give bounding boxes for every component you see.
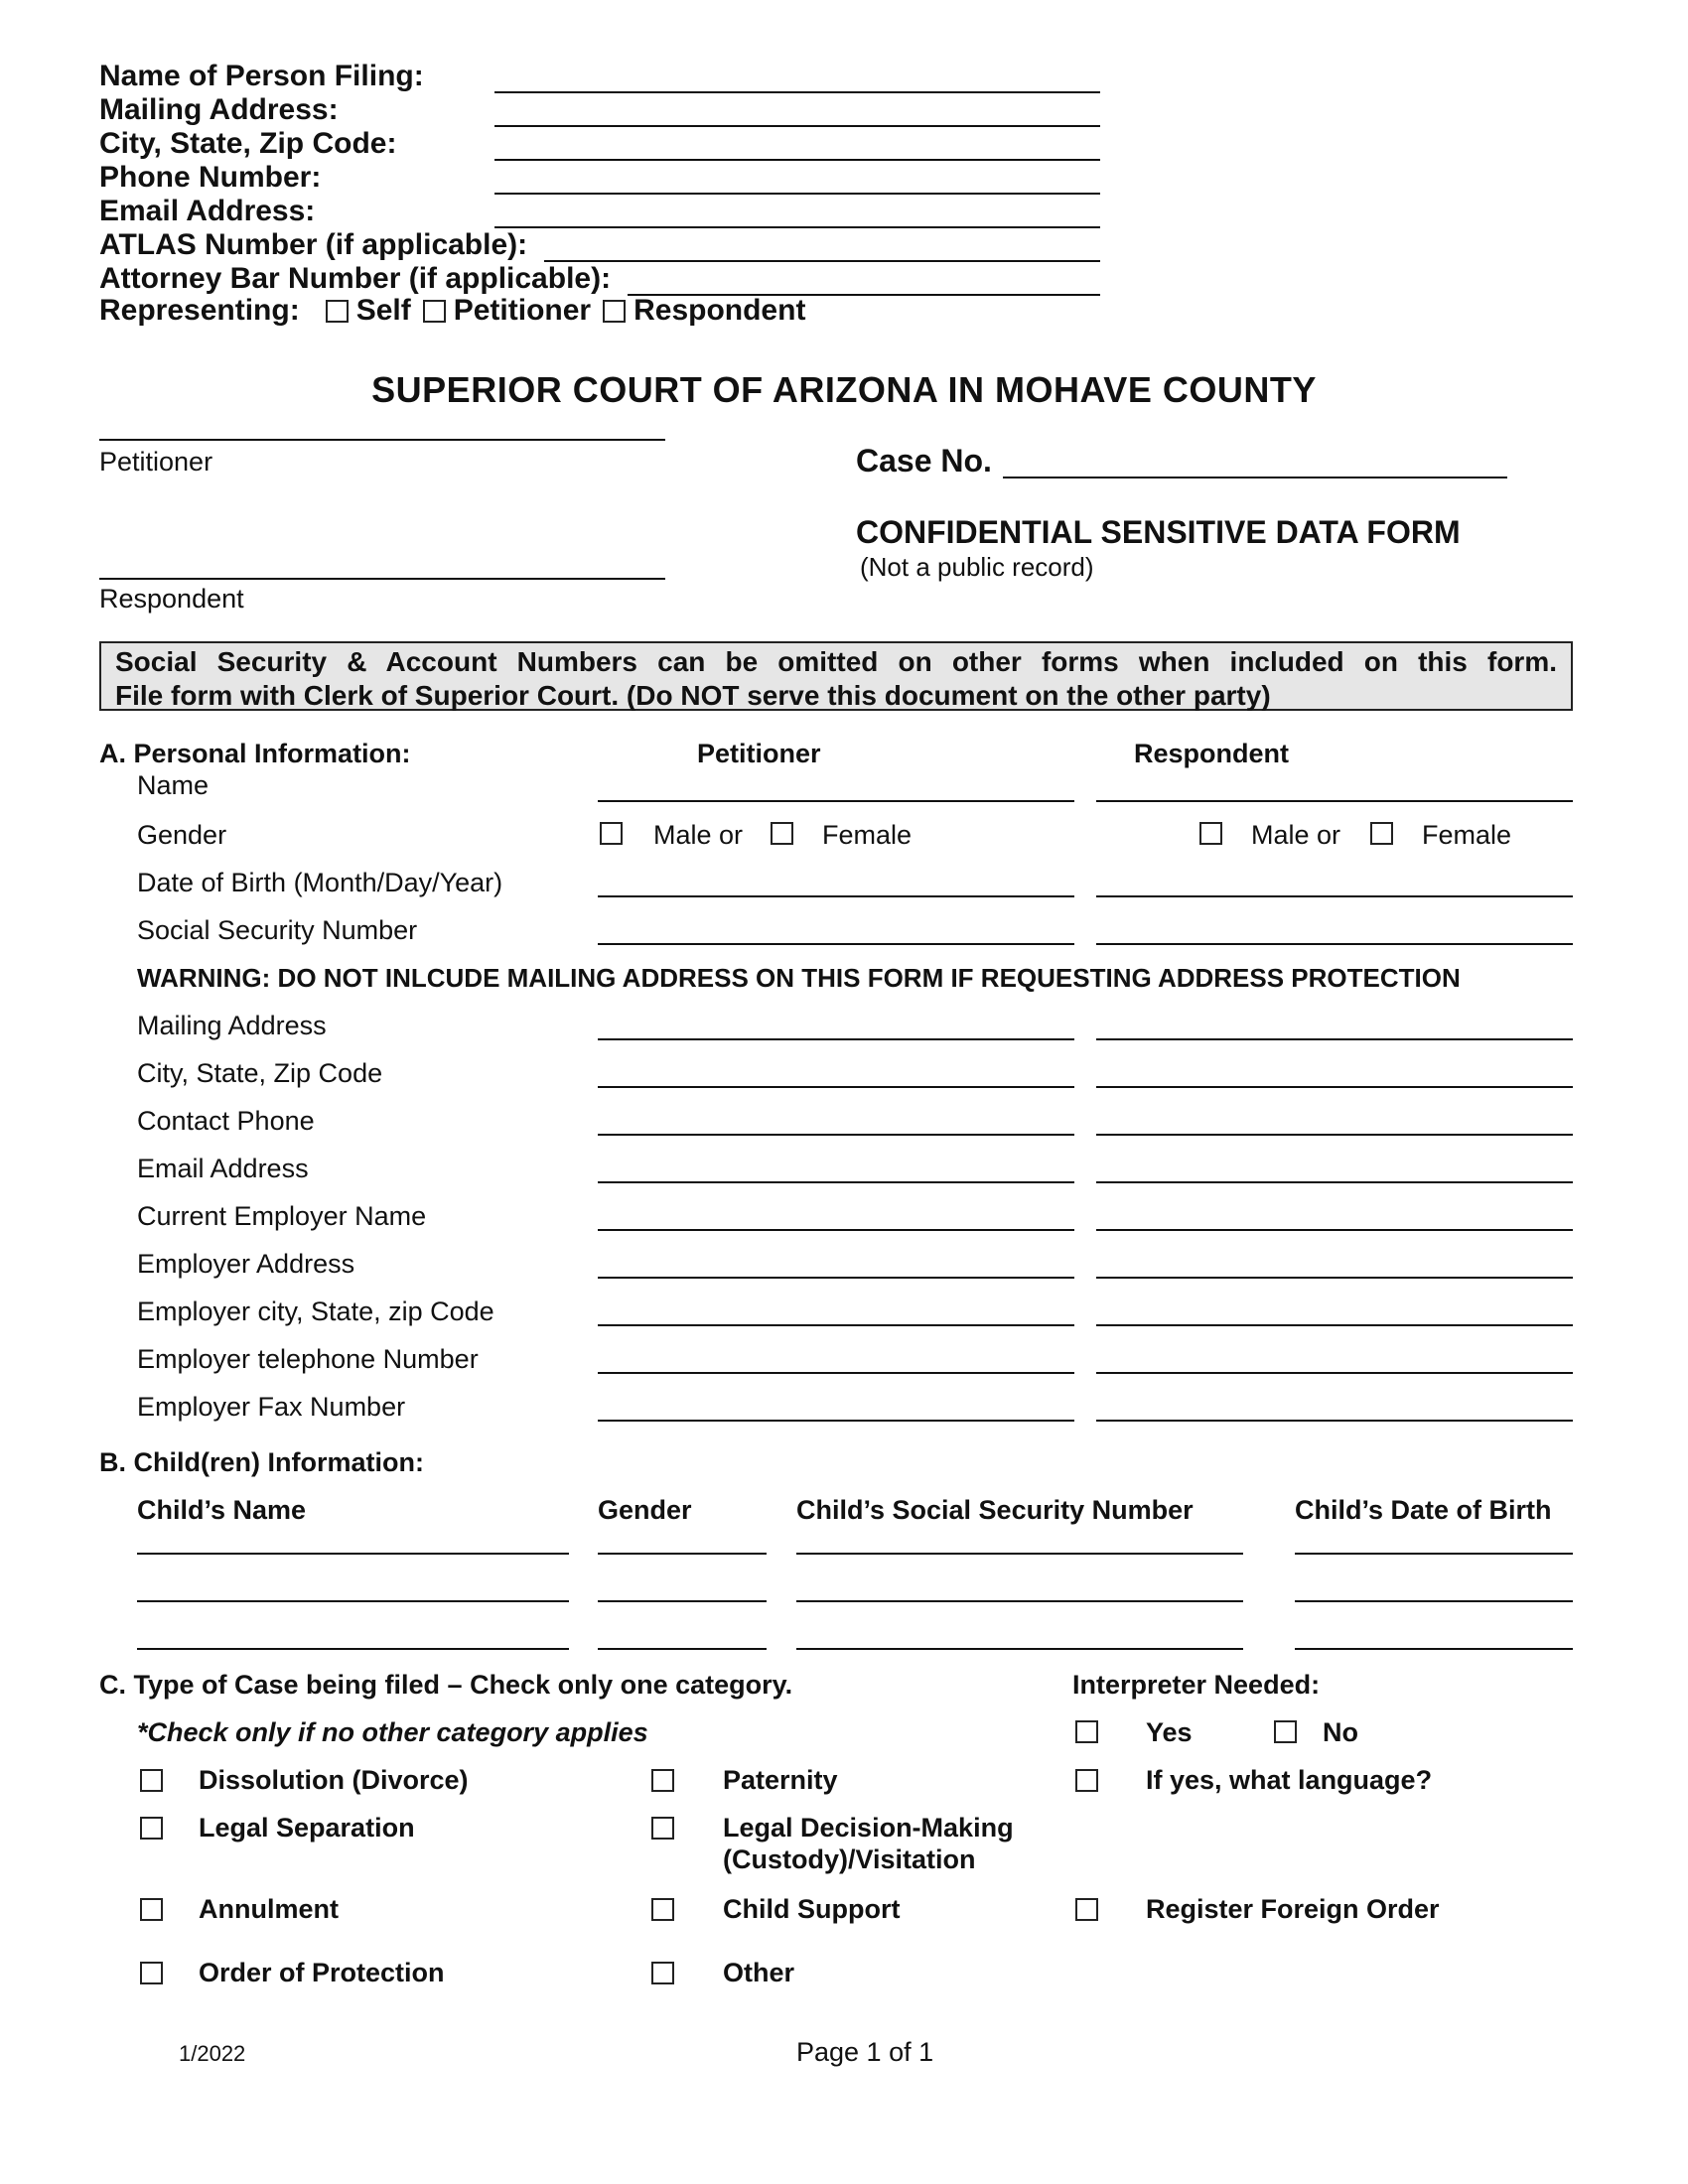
name-of-person-filing-field[interactable] xyxy=(494,91,1100,93)
petitioner-checkbox[interactable] xyxy=(423,300,446,323)
self-option-label: Self xyxy=(355,294,411,327)
child-2-name-input[interactable] xyxy=(137,1600,569,1602)
city-row-label: City, State, Zip Code xyxy=(137,1058,383,1088)
petitioner-female-label: Female xyxy=(822,820,913,850)
email-address-field[interactable] xyxy=(494,226,1100,228)
interpreter-yes-label: Yes xyxy=(1146,1717,1193,1747)
respondent-female-checkbox[interactable] xyxy=(1370,822,1393,845)
mailing-address-row-label: Mailing Address xyxy=(137,1011,327,1040)
contact-phone-label: Contact Phone xyxy=(137,1106,315,1136)
respondent-column-header: Respondent xyxy=(1134,739,1290,768)
respondent-employer-fax-input[interactable] xyxy=(1096,1420,1573,1422)
foreign-order-label: Register Foreign Order xyxy=(1146,1894,1440,1924)
petitioner-caption: Petitioner xyxy=(99,447,213,477)
employer-name-label: Current Employer Name xyxy=(137,1201,427,1231)
foreign-order-checkbox[interactable] xyxy=(1075,1898,1098,1921)
petitioner-male-checkbox[interactable] xyxy=(600,822,623,845)
legal-separation-checkbox[interactable] xyxy=(140,1817,163,1840)
petitioner-phone-input[interactable] xyxy=(598,1134,1074,1136)
respondent-ssn-input[interactable] xyxy=(1096,943,1573,945)
respondent-phone-input[interactable] xyxy=(1096,1134,1573,1136)
respondent-employer-city-input[interactable] xyxy=(1096,1324,1573,1326)
legal-separation-label: Legal Separation xyxy=(199,1813,415,1843)
petitioner-female-checkbox[interactable] xyxy=(771,822,793,845)
petitioner-name-input[interactable] xyxy=(598,800,1074,802)
case-number-label: Case No. xyxy=(856,443,992,478)
child-support-checkbox[interactable] xyxy=(651,1898,674,1921)
city-state-zip-field[interactable] xyxy=(494,159,1100,161)
language-checkbox[interactable] xyxy=(1075,1769,1098,1792)
respondent-mailing-input[interactable] xyxy=(1096,1038,1573,1040)
self-checkbox[interactable] xyxy=(326,300,349,323)
child-2-ssn-input[interactable] xyxy=(796,1600,1243,1602)
child-2-dob-input[interactable] xyxy=(1295,1600,1573,1602)
court-title: SUPERIOR COURT OF ARIZONA IN MOHAVE COUNTY xyxy=(371,369,1317,410)
dob-label: Date of Birth (Month/Day/Year) xyxy=(137,868,503,897)
representing-row xyxy=(99,294,805,328)
respondent-city-input[interactable] xyxy=(1096,1086,1573,1088)
other-label: Other xyxy=(723,1958,795,1987)
mailing-address-field[interactable] xyxy=(494,125,1100,127)
dissolution-label: Dissolution (Divorce) xyxy=(199,1765,469,1795)
petitioner-city-input[interactable] xyxy=(598,1086,1074,1088)
respondent-employer-phone-input[interactable] xyxy=(1096,1372,1573,1374)
mailing-address-label: Mailing Address: xyxy=(99,93,339,126)
section-c-heading: C. Type of Case being filed – Check only one category. xyxy=(99,1670,793,1700)
respondent-name-field[interactable] xyxy=(99,578,665,580)
child-support-label: Child Support xyxy=(723,1894,901,1924)
page-number: Page 1 of 1 xyxy=(796,2037,934,2067)
petitioner-name-field[interactable] xyxy=(99,439,665,441)
respondent-email-input[interactable] xyxy=(1096,1181,1573,1183)
phone-number-field[interactable] xyxy=(494,193,1100,195)
child-1-gender-input[interactable] xyxy=(598,1553,767,1555)
order-of-protection-checkbox[interactable] xyxy=(140,1962,163,1984)
respondent-dob-input[interactable] xyxy=(1096,895,1573,897)
language-label: If yes, what language? xyxy=(1146,1765,1433,1795)
attorney-bar-number-label: Attorney Bar Number (if applicable): xyxy=(99,262,612,295)
respondent-employer-input[interactable] xyxy=(1096,1229,1573,1231)
petitioner-employer-address-input[interactable] xyxy=(598,1277,1074,1279)
child-1-name-input[interactable] xyxy=(137,1553,569,1555)
name-of-person-filing-label: Name of Person Filing: xyxy=(99,60,424,92)
respondent-option-label: Respondent xyxy=(633,294,806,327)
respondent-male-checkbox[interactable] xyxy=(1199,822,1222,845)
child-1-dob-input[interactable] xyxy=(1295,1553,1573,1555)
representing-label: Representing: xyxy=(99,294,300,327)
petitioner-ssn-input[interactable] xyxy=(598,943,1074,945)
legal-decision-label: Legal Decision-Making xyxy=(723,1813,1014,1843)
employer-phone-label: Employer telephone Number xyxy=(137,1344,479,1374)
revision-date: 1/2022 xyxy=(179,2041,246,2066)
petitioner-male-label: Male or xyxy=(653,820,744,850)
other-checkbox[interactable] xyxy=(651,1962,674,1984)
section-b-heading: B. Child(ren) Information: xyxy=(99,1447,424,1477)
annulment-checkbox[interactable] xyxy=(140,1898,163,1921)
gender-label: Gender xyxy=(137,820,227,850)
child-ssn-header: Child’s Social Security Number xyxy=(796,1495,1194,1525)
respondent-name-input[interactable] xyxy=(1096,800,1573,802)
ssn-label: Social Security Number xyxy=(137,915,418,945)
order-of-protection-label: Order of Protection xyxy=(199,1958,445,1987)
email-row-label: Email Address xyxy=(137,1154,309,1183)
city-state-zip-label: City, State, Zip Code: xyxy=(99,127,397,160)
annulment-label: Annulment xyxy=(199,1894,339,1924)
petitioner-option-label: Petitioner xyxy=(453,294,592,327)
employer-city-label: Employer city, State, zip Code xyxy=(137,1297,494,1326)
notice-line-1: Social Security & Account Numbers can be omitted on other forms when included on this form. xyxy=(115,646,1557,677)
petitioner-column-header: Petitioner xyxy=(697,739,821,768)
form-title: CONFIDENTIAL SENSITIVE DATA FORM xyxy=(856,514,1461,550)
respondent-checkbox[interactable] xyxy=(603,300,626,323)
interpreter-no-checkbox[interactable] xyxy=(1274,1720,1297,1743)
child-3-ssn-input[interactable] xyxy=(796,1648,1243,1650)
respondent-male-label: Male or xyxy=(1251,820,1341,850)
case-number-field[interactable] xyxy=(1003,477,1507,478)
phone-number-label: Phone Number: xyxy=(99,161,322,194)
petitioner-employer-city-input[interactable] xyxy=(598,1324,1074,1326)
paternity-label: Paternity xyxy=(723,1765,838,1795)
employer-fax-label: Employer Fax Number xyxy=(137,1392,406,1422)
child-1-ssn-input[interactable] xyxy=(796,1553,1243,1555)
respondent-caption: Respondent xyxy=(99,584,244,614)
child-name-header: Child’s Name xyxy=(137,1495,307,1525)
atlas-number-label: ATLAS Number (if applicable): xyxy=(99,228,528,261)
child-3-dob-input[interactable] xyxy=(1295,1648,1573,1650)
petitioner-employer-fax-input[interactable] xyxy=(598,1420,1074,1422)
petitioner-employer-phone-input[interactable] xyxy=(598,1372,1074,1374)
name-label: Name xyxy=(137,770,210,800)
notice-line-2: File form with Clerk of Superior Court. (Do NOT serve this document on the other party) xyxy=(115,680,1271,711)
notice-box xyxy=(99,641,1573,711)
interpreter-no-label: No xyxy=(1323,1717,1358,1747)
legal-decision-checkbox[interactable] xyxy=(651,1817,674,1840)
respondent-employer-address-input[interactable] xyxy=(1096,1277,1573,1279)
child-2-gender-input[interactable] xyxy=(598,1600,767,1602)
section-a-heading: A. Personal Information: xyxy=(99,739,411,768)
paternity-checkbox[interactable] xyxy=(651,1769,674,1792)
address-protection-warning: WARNING: DO NOT INLCUDE MAILING ADDRESS ON THIS FORM IF REQUESTING ADDRESS PROTECTION xyxy=(137,963,1461,993)
child-dob-header: Child’s Date of Birth xyxy=(1295,1495,1552,1525)
petitioner-dob-input[interactable] xyxy=(598,895,1074,897)
petitioner-email-input[interactable] xyxy=(598,1181,1074,1183)
child-3-name-input[interactable] xyxy=(137,1648,569,1650)
respondent-female-label: Female xyxy=(1422,820,1512,850)
petitioner-employer-input[interactable] xyxy=(598,1229,1074,1231)
atlas-number-field[interactable] xyxy=(544,260,1100,262)
section-c-note: *Check only if no other category applies xyxy=(137,1717,648,1747)
petitioner-mailing-input[interactable] xyxy=(598,1038,1074,1040)
child-gender-header: Gender xyxy=(598,1495,692,1525)
child-3-gender-input[interactable] xyxy=(598,1648,767,1650)
custody-visitation-label: (Custody)/Visitation xyxy=(723,1844,976,1874)
email-address-label: Email Address: xyxy=(99,195,316,227)
employer-address-label: Employer Address xyxy=(137,1249,355,1279)
form-subtitle: (Not a public record) xyxy=(860,552,1094,582)
interpreter-needed-label: Interpreter Needed: xyxy=(1072,1670,1321,1700)
dissolution-checkbox[interactable] xyxy=(140,1769,163,1792)
interpreter-yes-checkbox[interactable] xyxy=(1075,1720,1098,1743)
